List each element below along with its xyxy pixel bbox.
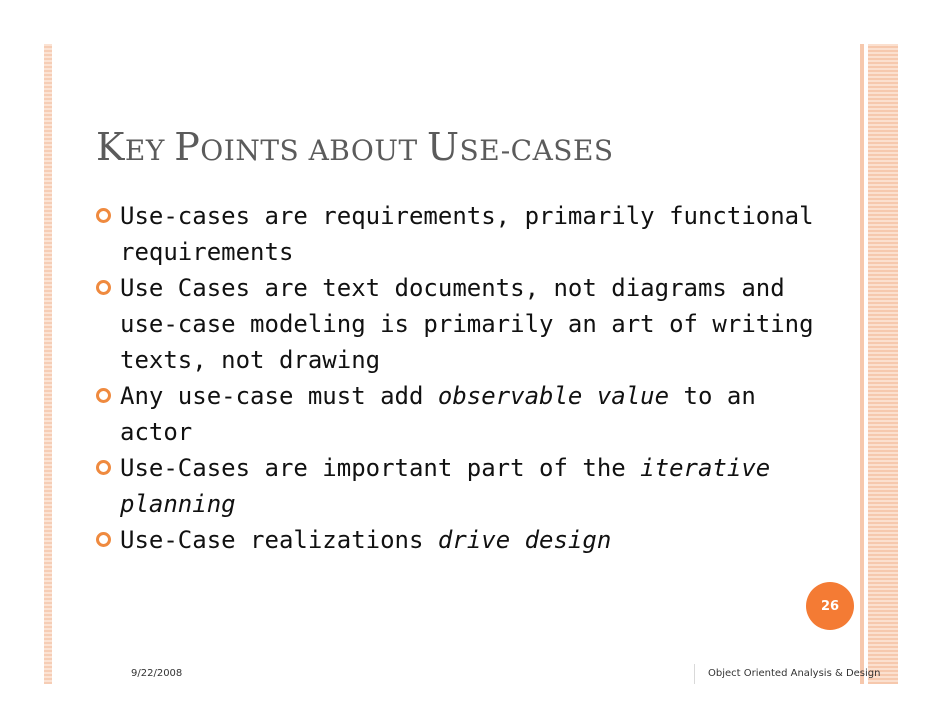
bullet-text: Any use-case must add [120, 382, 438, 410]
title-part: SE-CASES [459, 134, 614, 167]
bullet-circle-icon [96, 208, 111, 223]
bullet-circle-icon [96, 388, 111, 403]
title-part: OINTS ABOUT [200, 134, 428, 167]
title-part: EY [124, 134, 175, 167]
bullet-emphasis: iterative planning [120, 454, 771, 518]
bullet-emphasis: observable value [437, 382, 670, 410]
bullet-text: to an actor [120, 382, 756, 446]
right-decorative-stripe [860, 44, 864, 684]
bullet-text: Use Cases are text documents, not diagrams and use-case modeling is primarily an art of writing texts, not drawing [120, 274, 814, 374]
right-decorative-border [868, 44, 898, 684]
slide-title [96, 125, 614, 169]
bullet-item [96, 378, 826, 450]
page-number-badge: 26 [806, 582, 854, 630]
left-decorative-border [44, 44, 52, 684]
footer-course-title: Object Oriented Analysis & Design [708, 668, 881, 679]
bullet-item [96, 198, 826, 270]
bullet-circle-icon [96, 460, 111, 475]
bullet-list [96, 198, 826, 558]
bullet-text: Use-Cases are important part of the [120, 454, 641, 482]
footer-date: 9/22/2008 [131, 668, 183, 679]
bullet-circle-icon [96, 280, 111, 295]
bullet-item [96, 522, 826, 558]
title-part: P [174, 125, 201, 169]
bullet-circle-icon [96, 532, 111, 547]
title-part: U [427, 125, 460, 169]
bullet-item [96, 450, 826, 522]
title-part: K [96, 125, 125, 169]
bullet-text: Use-cases are requirements, primarily functional requirements [120, 202, 814, 266]
bullet-item [96, 270, 826, 378]
bullet-text: Use-Case realizations [120, 526, 438, 554]
bullet-emphasis: drive design [437, 526, 612, 554]
footer-divider [694, 664, 695, 684]
